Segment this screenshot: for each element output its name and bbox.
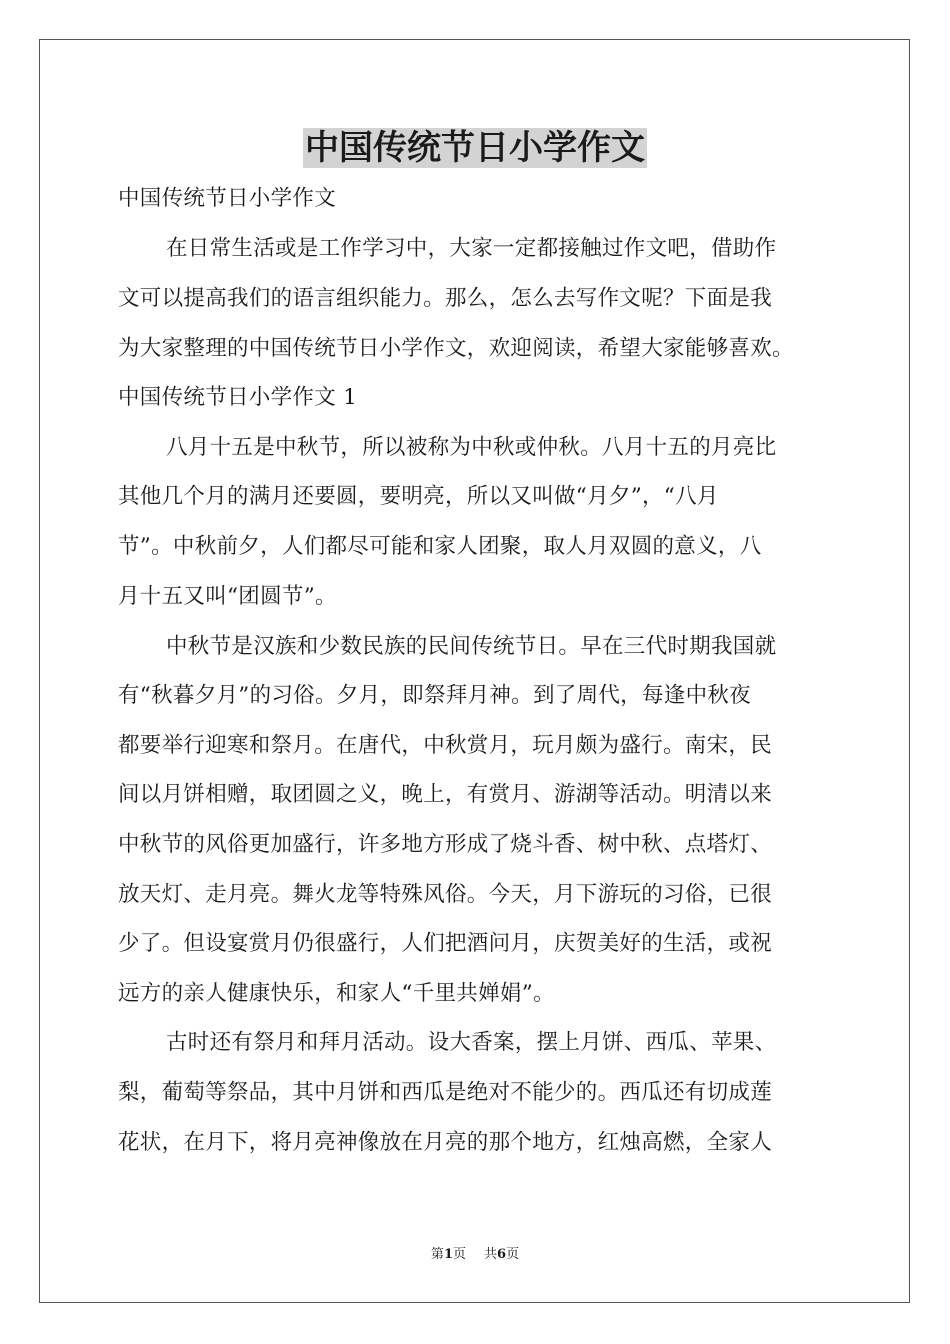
paragraph-line: 其他几个月的满月还要圆，要明亮，所以又叫做“月夕”，“八月 [118, 484, 719, 509]
paragraph-line: 远方的亲人健康快乐，和家人“千里共婵娟”。 [118, 981, 555, 1006]
paragraph-line: 都要举行迎寒和祭月。在唐代，中秋赏月，玩月颇为盛行。南宋，民 [118, 733, 773, 758]
page-label-suffix: 页 [452, 1247, 466, 1262]
paragraph-line: 花状，在月下，将月亮神像放在月亮的那个地方，红烛高燃，全家人 [118, 1130, 773, 1155]
paragraph-line: 少了。但设宴赏月仍很盛行，人们把酒问月，庆贺美好的生活，或祝 [118, 931, 773, 956]
document-title: 中国传统节日小学作文 [305, 128, 645, 168]
paragraph-line: 放天灯、走月亮。舞火龙等特殊风俗。今天，月下游玩的习俗，已很 [118, 882, 773, 907]
subtitle-line: 中国传统节日小学作文 [118, 186, 337, 211]
paragraph-line: 节”。中秋前夕，人们都尽可能和家人团聚，取人月双圆的意义，八 [118, 534, 762, 559]
page-footer [0, 1246, 950, 1264]
page-total: 6 [497, 1247, 507, 1262]
total-label-prefix: 共 [484, 1247, 498, 1262]
paragraph-line: 中秋节是汉族和少数民族的民间传统节日。早在三代时期我国就 [166, 634, 777, 659]
paragraph-line: 在日常生活或是工作学习中，大家一定都接触过作文吧，借助作 [166, 236, 777, 261]
paragraph-line: 为大家整理的中国传统节日小学作文，欢迎阅读，希望大家能够喜欢。 [118, 336, 794, 361]
paragraph-line: 文可以提高我们的语言组织能力。那么，怎么去写作文呢？下面是我 [118, 286, 773, 311]
page-number: 1 [443, 1247, 453, 1262]
paragraph-line: 古时还有祭月和拜月活动。设大香案，摆上月饼、西瓜、苹果、 [166, 1030, 777, 1055]
page-label-prefix: 第 [430, 1247, 444, 1262]
paragraph-line: 有“秋暮夕月”的习俗。夕月，即祭拜月神。到了周代，每逢中秋夜 [118, 683, 751, 708]
total-label-suffix: 页 [506, 1247, 520, 1262]
paragraph-line: 梨，葡萄等祭品，其中月饼和西瓜是绝对不能少的。西瓜还有切成莲 [118, 1080, 773, 1105]
paragraph-line: 月十五又叫“团圆节”。 [118, 584, 337, 609]
page-frame [39, 39, 910, 1303]
paragraph-line: 间以月饼相赠，取团圆之义，晚上，有赏月、游湖等活动。明清以来 [118, 782, 773, 807]
paragraph-line: 八月十五是中秋节，所以被称为中秋或仲秋。八月十五的月亮比 [166, 435, 777, 460]
paragraph-line: 中秋节的风俗更加盛行，许多地方形成了烧斗香、树中秋、点塔灯、 [118, 832, 773, 857]
section-heading: 中国传统节日小学作文 1 [118, 385, 358, 410]
